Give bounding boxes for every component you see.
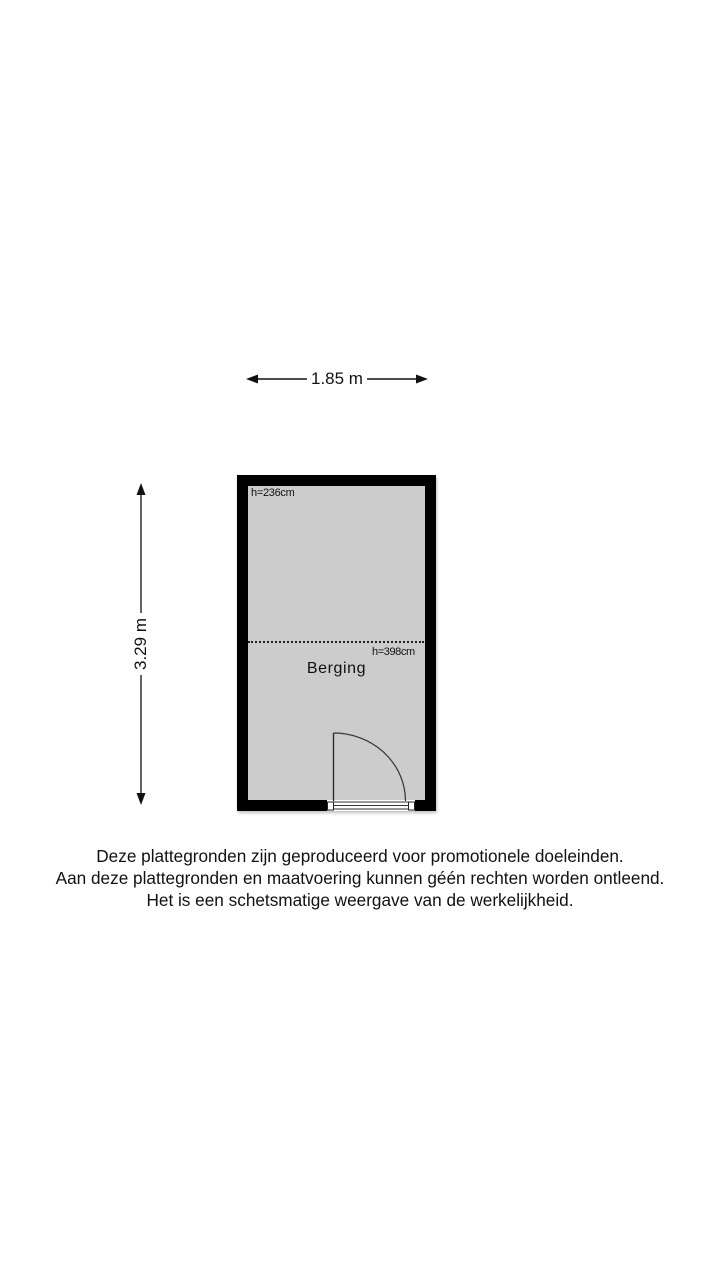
door: [325, 728, 417, 812]
disclaimer-line-1: Deze plattegronden zijn geproduceerd voor promotionele doeleinden.: [96, 846, 624, 866]
ceiling-height-high-label: h=398cm: [372, 646, 415, 658]
height-dimension-label: 3.29 m: [131, 613, 151, 675]
ceiling-height-divider: [248, 641, 424, 643]
disclaimer: [0, 845, 720, 911]
ceiling-height-low-label: h=236cm: [251, 487, 295, 499]
disclaimer-line-3: Het is een schetsmatige weergave van de werkelijkheid.: [146, 890, 574, 910]
width-dimension-label: 1.85 m: [307, 369, 367, 388]
disclaimer-line-2: Aan deze plattegronden en maatvoering kunnen géén rechten worden ontleend.: [55, 868, 665, 888]
width-dimension: [246, 366, 428, 392]
room-name-label: Berging: [306, 660, 367, 677]
door-swing-icon: [325, 728, 417, 812]
